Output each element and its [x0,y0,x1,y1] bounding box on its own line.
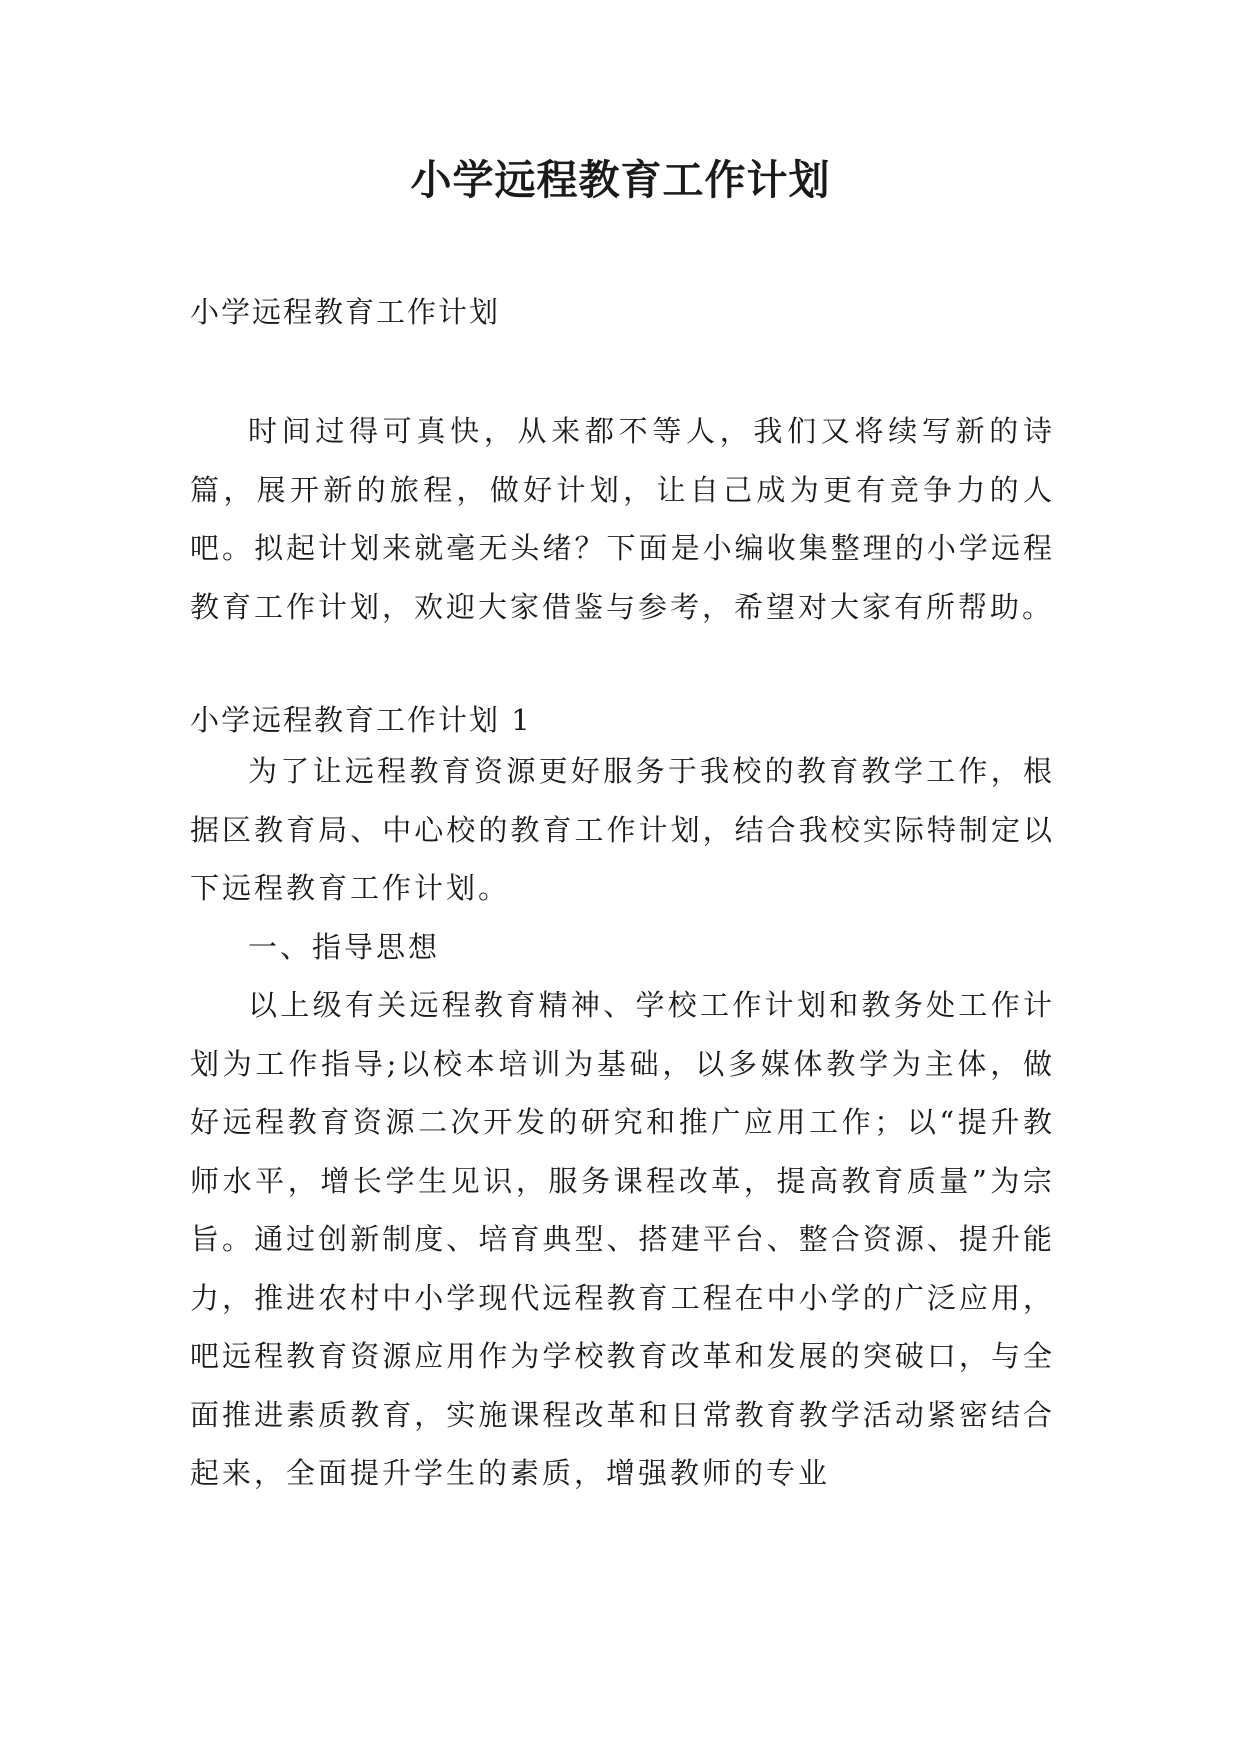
section-heading: 小学远程教育工作计划 1 [190,703,532,737]
subheading-guiding-ideology: 一、指导思想 [248,929,441,964]
section-paragraph: 为了让远程教育资源更好服务于我校的教育教学工作，根据区教育局、中心校的教育工作计划，结合我校实际特制定以下远程教育工作计划。 [190,754,1055,905]
guiding-ideology-paragraph: 以上级有关远程教育精神、学校工作计划和教务处工作计划为工作指导;以校本培训为基础，以多媒体教学为主体，做好远程教育资源二次开发的研究和推广应用工作；以“提升教师水平，增长学生见识，服务课程改革，提高教育质量”为宗旨。通过创新制度、培育典型、搭建平台、整合资源、提升能力，推进农村中小学现代远程教育工程在中小学的广泛应用，吧远程教育资源应用作为学校教育改革和发展的突破口，与全面推进素质教育，实施课程改革和日常教育教学活动紧密结合起来，全面提升学生的素质，增强教师的专业 [190,988,1055,1490]
intro-paragraph: 时间过得可真快，从来都不等人，我们又将续写新的诗篇，展开新的旅程，做好计划，让自己成为更有竞争力的人吧。拟起计划来就毫无头绪？下面是小编收集整理的小学远程教育工作计划，欢迎大家借鉴与参考，希望对大家有所帮助。 [190,414,1055,624]
document-subtitle: 小学远程教育工作计划 [190,295,501,329]
document-body [190,290,1055,1503]
document-title: 小学远程教育工作计划 [410,156,831,204]
